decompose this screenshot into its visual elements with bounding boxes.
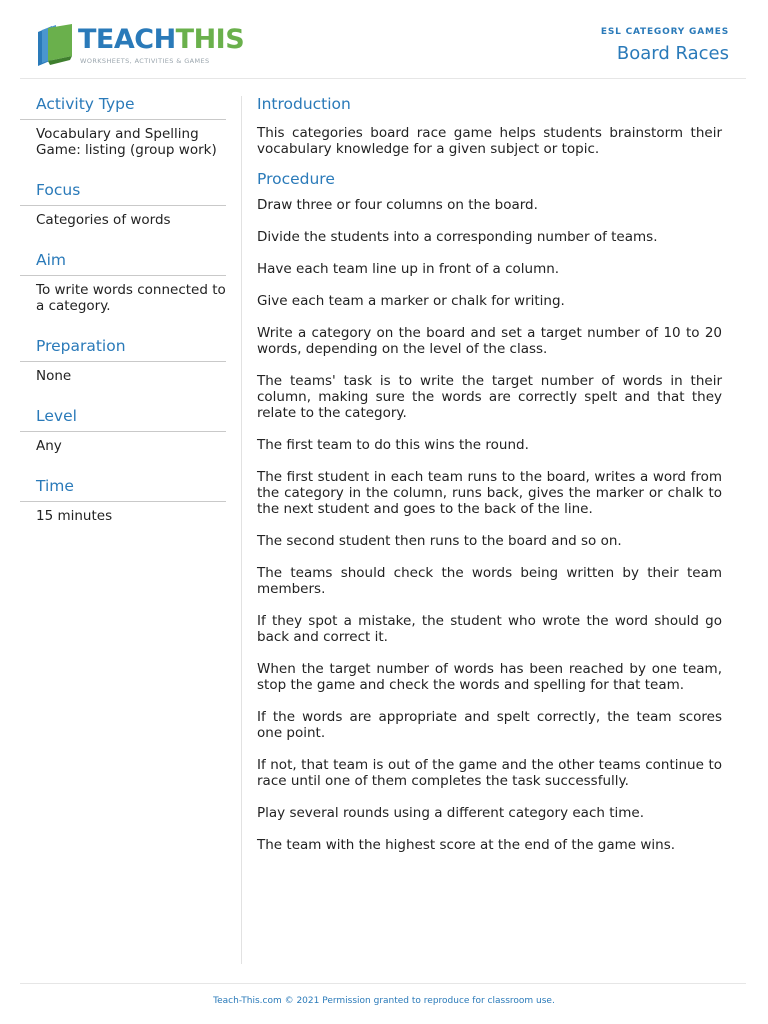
procedure-heading: Procedure xyxy=(257,170,335,188)
sidebar-heading: Activity Type xyxy=(20,94,226,120)
procedure-step: If the words are appropriate and spelt correctly, the team scores one point. xyxy=(257,709,722,741)
procedure-step: The teams should check the words being written by their team members. xyxy=(257,565,722,597)
page-title: Board Races xyxy=(616,43,729,64)
logo-wordmark xyxy=(78,23,244,57)
sidebar-section-activity-type xyxy=(20,94,226,158)
sidebar-heading: Preparation xyxy=(20,336,226,362)
book-icon xyxy=(36,24,74,68)
footer-copyright[interactable]: Teach-This.com © 2021 Permission granted to reproduce for classroom use. xyxy=(213,996,555,1006)
procedure-step: The first student in each team runs to the board, writes a word from the category in the column, runs back, gives the marker or chalk to the next student and goes to the back of the line. xyxy=(257,469,722,517)
sidebar-value: 15 minutes xyxy=(36,508,113,524)
sidebar-section-aim xyxy=(20,250,226,314)
sidebar-heading: Time xyxy=(20,476,226,502)
main-content xyxy=(257,94,722,869)
logo-word-teach: TEACH xyxy=(78,24,176,55)
sidebar-heading: Level xyxy=(20,406,226,432)
header-category: ESL CATEGORY GAMES xyxy=(600,27,729,37)
procedure-step: When the target number of words has been reached by one team, stop the game and check the words and spelling for that team. xyxy=(257,661,722,693)
sidebar-heading: Focus xyxy=(20,180,226,206)
sidebar-heading: Aim xyxy=(20,250,226,276)
procedure-step: If they spot a mistake, the student who wrote the word should go back and correct it. xyxy=(257,613,722,645)
procedure-step: The second student then runs to the board and so on. xyxy=(257,533,622,549)
procedure-step: Play several rounds using a different category each time. xyxy=(257,805,645,821)
sidebar-value: Vocabulary and Spelling Game: listing (group work) xyxy=(36,126,217,158)
introduction-heading: Introduction xyxy=(257,95,351,113)
page-header xyxy=(20,0,746,79)
procedure-step: If not, that team is out of the game and the other teams continue to race until one of them completes the task successfully. xyxy=(257,757,722,789)
sidebar-section-preparation xyxy=(20,336,226,384)
sidebar-value: None xyxy=(36,368,72,384)
procedure-step: Write a category on the board and set a target number of 10 to 20 words, depending on the level of the class. xyxy=(257,325,722,357)
procedure-step: The first team to do this wins the round. xyxy=(257,437,529,453)
procedure-step: Divide the students into a corresponding number of teams. xyxy=(257,229,658,245)
info-sidebar xyxy=(20,94,226,546)
procedure-step: The team with the highest score at the end of the game wins. xyxy=(257,837,676,853)
procedure-step: Give each team a marker or chalk for writing. xyxy=(257,293,565,309)
procedure-step: Draw three or four columns on the board. xyxy=(257,197,538,213)
footer-divider xyxy=(20,983,746,984)
logo-tagline: WORKSHEETS, ACTIVITIES & GAMES xyxy=(80,57,210,65)
sidebar-value: Any xyxy=(36,438,62,454)
sidebar-value: Categories of words xyxy=(36,212,171,228)
sidebar-section-focus xyxy=(20,180,226,228)
introduction-text: This categories board race game helps students brainstorm their vocabulary knowledge for a given subject or topic. xyxy=(257,125,722,157)
sidebar-section-level xyxy=(20,406,226,454)
procedure-step: The teams' task is to write the target number of words in their column, making sure the words are correctly spelt and that they relate to the category. xyxy=(257,373,722,421)
procedure-step: Have each team line up in front of a column. xyxy=(257,261,560,277)
sidebar-value: To write words connected to a category. xyxy=(36,282,226,314)
logo-word-this: THIS xyxy=(175,24,245,55)
column-divider xyxy=(241,96,242,964)
sidebar-section-time xyxy=(20,476,226,524)
